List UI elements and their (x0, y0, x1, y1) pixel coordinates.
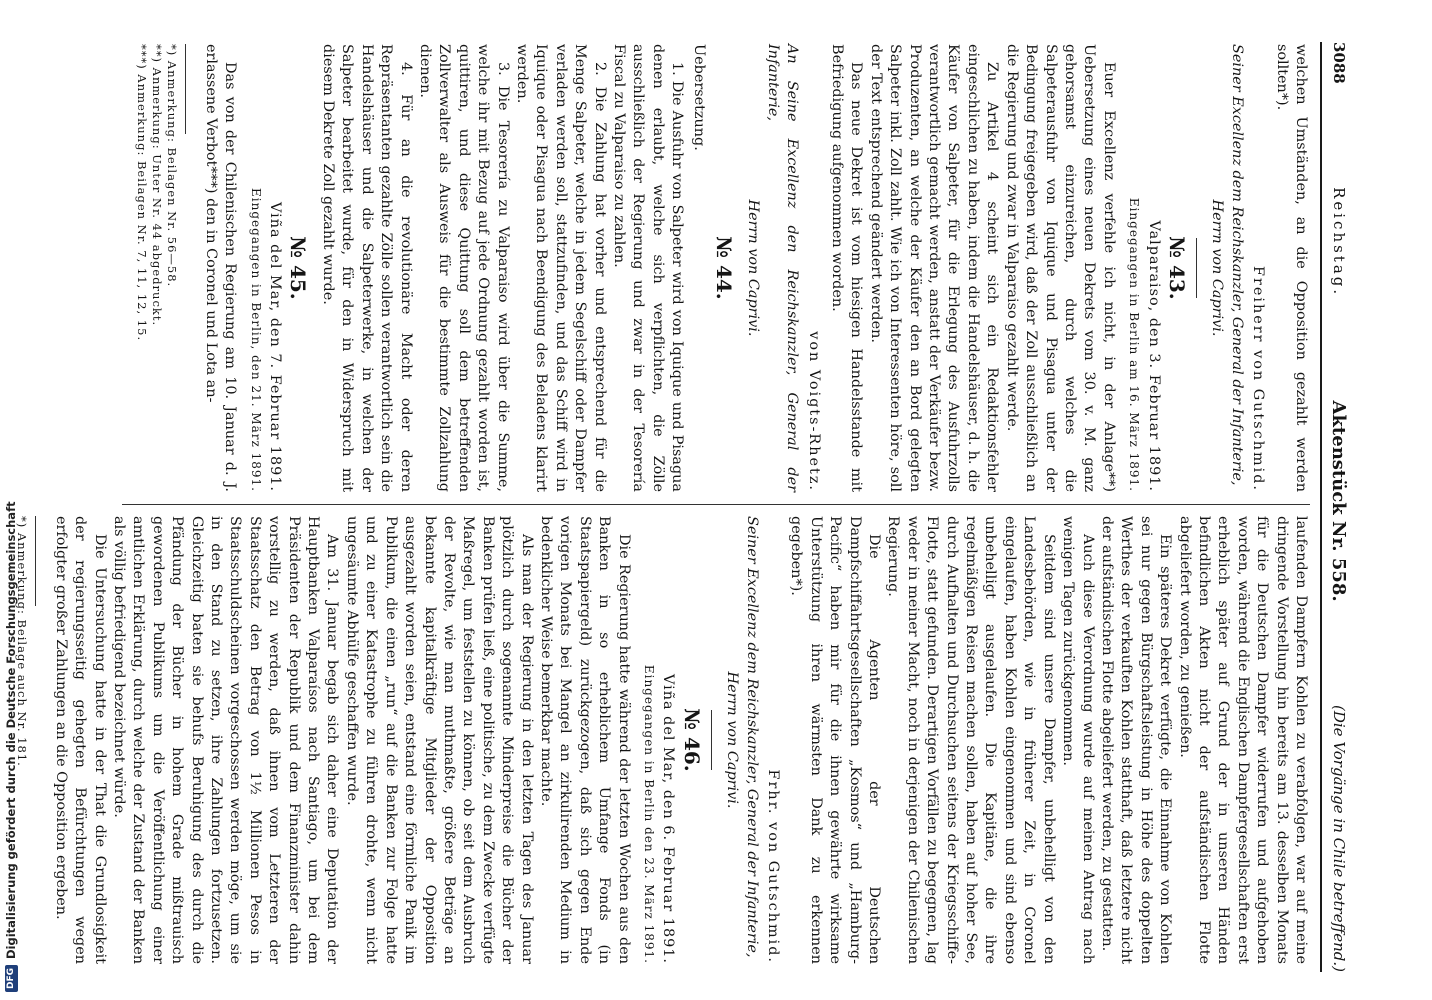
paragraph: Das neue Dekret ist vom hiesigen Handelsstande mit Befriedigung aufgenommen worden. (829, 44, 865, 492)
signature: Frhr. von Gutschmid. (765, 769, 782, 964)
footnote: ***) Anmerkung: Beilagen Nr. 7, 11, 12, 15. (135, 44, 150, 342)
paragraph: Am 31. Januar begab sich daher eine Deputation der Hauptbanken Valparaísos nach Santiago, um bei dem Präsidenten der Republik und dem Finanzminister dahin vorstellig zu werden, daß ihnen vom Letzteren der Staatsschatz den Betrag von 1½ Millionen Pesos in Staatsschuldscheinen vorgeschossen werden möge, um sie in den Stand zu setzen, ihre Zahlungen fortzusetzen. Gleichzeitig baten sie behufs Beruhigung des durch die Pfändung der Bücher in hohem Grade mißtrauisch gewordenen Publikums um die Veröffentlichung einer amtlichen Erklärung, durch welche der Zustand der Banken als völlig befriedigend bezeichnet würde. (111, 516, 341, 964)
footnote: *) Anmerkung: Beilage auch Nr. 181. (15, 516, 30, 767)
received-note: Eingegangen in Berlin den 23. März 1891. (642, 664, 656, 964)
footnote: **) Anmerkung: Unter Nr. 44 abgedruckt. (150, 44, 165, 327)
left-column (120, 44, 1310, 492)
column-divider (122, 504, 1310, 505)
section-heading: Uebersetzung. (690, 44, 707, 151)
carryover-text: welchen Umständen, an die Opposition gezahlt werden sollten*). (1273, 44, 1309, 492)
dateline: Viña del Mar, den 6. Februar 1891. (660, 673, 677, 964)
received-note: Eingegangen in Berlin, den 21. März 1891. (248, 188, 263, 492)
entry-number: № 43. (1164, 236, 1189, 300)
footnote-rule (35, 516, 36, 606)
page-number: 3088 (1330, 42, 1348, 84)
section-rule (1196, 238, 1197, 298)
addressee-name: Herrn von Caprivi. (724, 671, 741, 809)
paragraph: laufenden Dampfern Kohlen zu verabfolgen, war auf meine dringende Vorstellung hin bereits am 13. desselben Monats für die Deutschen Dampfer widerrufen und aufgehoben worden, während die Englischen Dampfergesellschaften erst erheblich später auf Grund der in unseren Händen befindlichen Akten nicht der aufständischen Flotte abgeliefert worden, zu genießen. (1176, 516, 1309, 964)
paragraph: Die Untersuchung hatte in der That die Grundlosigkeit der regierungsseitig gehegten Befürchtungen wegen erfolgter großer Zahlungen an die Opposition ergeben. (52, 516, 108, 964)
addressee-line: An Seine Excellenz den Reichskanzler, General der Infanterie, (764, 44, 801, 492)
paragraph: Euer Excellenz verfehle ich nicht, in der Anlage**) Uebersetzung eines neuen Dekrets vom 30. v. M. ganz gehorsamst einzureichen, durch welches die Salpeterausfuhr von Iquique und Pisagua unter der Bedingung freigegeben wird, daß der Zoll ausschließlich an die Regierung und zwar in Valparaiso gezahlt werde. (1003, 44, 1117, 492)
paragraph: 1. Die Ausfuhr von Salpeter wird von Iquique und Pisagua denen erlaubt, welche sich verpflichten, die Zölle ausschließlich der Regierung und zwar in der Tesorería Fiscal zu Valparaiso zu zahlen. (611, 44, 686, 492)
document-number: Aktenstück Nr. 558. (1328, 400, 1350, 602)
paragraph: 2. Die Zahlung hat vorher und entsprechend für die Menge Salpeter, welche in jedem Segelschiff oder Dampfer verladen werden soll, stattzufinden, und das Schiff wird in Iquique oder Pisagua nach Beendigung des Beladens klarirt werden. (513, 44, 608, 492)
addressee-name: Herrn von Caprivi. (745, 199, 762, 337)
paragraph: 4. Für an die revolutionäre Macht oder deren Repräsentanten gezahlte Zölle sollen verantwortlich sein die Handelshäuser und die Salpeterwerke, in welchen der Salpeter bearbeitet wurde, für den in Widerspruch mit diesem Dekrete Zoll gezahlt wurde. (319, 44, 414, 492)
section-rule (711, 710, 712, 770)
dateline: Viña del Mar, den 7. Februar 1891. (267, 201, 284, 492)
footnote: *) Anmerkung: Beilagen Nr. 56—58. (165, 44, 180, 288)
signature: Freiherr von Gutschmid. (1250, 265, 1267, 492)
received-note: Eingegangen in Berlin am 16. März 1891. (1127, 197, 1142, 492)
right-column (15, 516, 1310, 964)
entry-number: № 46. (679, 708, 704, 772)
entry-number: № 45. (286, 236, 311, 300)
paragraph: Auch diese Verordnung wurde auf meinen Antrag nach wenigen Tagen zurückgenommen. (1060, 516, 1096, 964)
footnote-rule (185, 44, 186, 134)
publication-title: Reichstag. (1330, 187, 1348, 298)
paragraph: Ein späteres Dekret verfügte, die Einnahme von Kohlen sei nur gegen Bürgschaftsleistung in Höhe des doppelten Werthes der verkauften Kohlen statthaft, daß letztere nicht der aufständischen Flotte abgeliefert werden, zu gestatten. (1098, 516, 1174, 964)
dateline: Valparaiso, den 3. Februar 1891. (1145, 220, 1162, 492)
addressee-line: Seiner Excellenz dem Reichskanzler, General der Infanterie, (743, 516, 760, 958)
paragraph: Als man der Regierung in den letzten Tagen des Januar plötzlich durch sogenannte Minderpreise die Bücher der Banken prüfen ließ, eine politische, zu dem Zwecke verfügte Maßregel, um feststellen zu können, ob seit dem Ausbruch der Revolte, wie man muthmaßte, größere Beträge an bekannte kapitalkräftige Mitglieder der Opposition ausgezahlt worden seien, entstand eine förmliche Panik im Publikum, die einen „run“ auf die Banken zur Folge hatte und zu einer Katastrophe zu führen drohte, wenn nicht ungesäumte Abhülfe geschaffen wurde. (343, 516, 535, 964)
paragraph: Die Agenten der Deutschen Dampfschiffahrtsgesellschaften „Kosmos“ und „Hamburg-Pacific“ haben mir für die ihnen gewährte wirksame Unterstützung ihren wärmsten Dank zu erkennen gegeben*). (788, 516, 883, 964)
dfg-logo-icon: DFG (5, 965, 18, 992)
addressee-line: Seiner Excellenz dem Reichskanzler, General der Infanterie, (1228, 44, 1245, 486)
document-subject: (Die Vorgänge in Chile betreffend.) (1330, 705, 1348, 972)
paragraph: Zu Artikel 4 scheint sich ein Redaktionsfehler eingeschlichen zu haben, indem die Handelshäuser, d. h. die Käufer von Salpeter, für die Erlegung des Ausfuhrzolls verantwortlich gemacht werden, anstatt der Verkäufer bezw. Produzenten, an welche der Käufer den an Bord gelegten Salpeter inkl. Zoll zahlt. Wie ich von Interessenten höre, soll der Text entsprechend geändert werden. (867, 44, 1001, 492)
running-header (1320, 42, 1356, 972)
credit-text: Digitalisierung gefördert durch die Deutsche Forschungsgemeinschaft (4, 501, 18, 959)
paragraph: 3. Die Tesorería zu Valparaiso wird über die Summe, welche ihr mit Bezug auf jede Ordnung gezahlt worden ist, quittiren, und diese Quittung soll dem betreffenden Zollverwalter als Ausweis für die bestimmte Zollzahlung dienen. (416, 44, 511, 492)
digitization-credit (4, 392, 18, 992)
entry-number: № 44. (712, 236, 737, 300)
paragraph: Seitdem sind unsere Dampfer, unbehelligt von den Landesbehörden, wie in früherer Zeit, in Coronel eingelaufen, haben Kohlen eingenommen und sind ebenso unbehelligt ausgelaufen. Die Kapitäne, die ihre regelmäßigen Reisen machen sollen, haben auf hoher See, durch Aufhalten und Durchsuchen seitens der Kriegsschiffe-Flotte, statt gefunden. Derartigen Vorfällen zu begegnen, lag weder in meiner Macht, noch in derjenigen der Chilenischen Regierung. (885, 516, 1057, 964)
paragraph: Die Regierung hatte während der letzten Wochen aus den Banken in so erheblichem Umfange Fonds (in Staatspapiergeld) zurückgezogen, daß sich gegen Ende vorigen Monats bei Mangel an zirkulirenden Medium in bedenklicher Weise bemerkbar machte. (537, 516, 632, 964)
signature: von Voigts-Rhetz. (805, 331, 822, 492)
paragraph: Das von der Chilenischen Regierung am 10. Januar d. J. erlassene Verbot***) den in Coronel und Lota an- (202, 44, 239, 492)
rotated-document-page (15, 20, 1362, 980)
addressee-name: Herrn von Caprivi. (1209, 199, 1226, 337)
